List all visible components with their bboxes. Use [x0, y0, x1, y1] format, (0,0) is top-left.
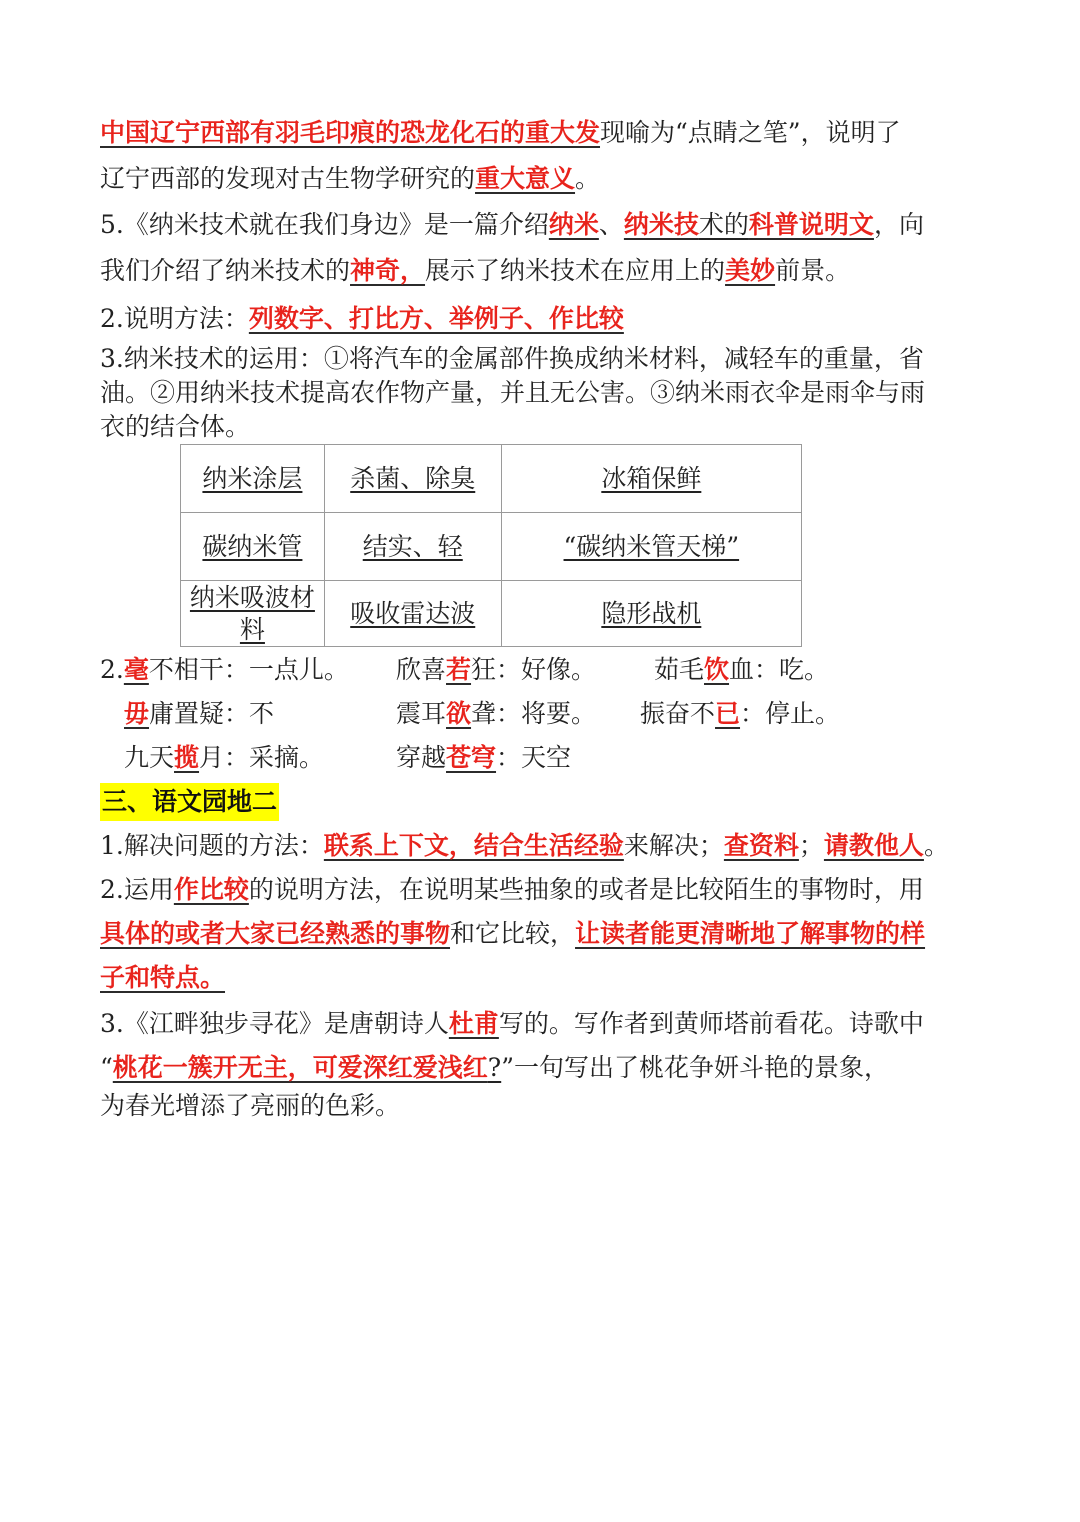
table-cell [501, 445, 801, 513]
table-cell [181, 513, 325, 581]
cell-text: 冰箱保鲜 [601, 463, 702, 493]
highlight-wonderful: 美妙 [725, 256, 776, 285]
idiom-item [124, 741, 324, 775]
highlight-char: 若 [446, 655, 472, 684]
table-row [181, 581, 802, 647]
garden-line-1 [100, 829, 949, 863]
cell-text: 结实、轻 [362, 531, 463, 561]
section-heading: 三、语文园地二 [100, 783, 279, 821]
text: ? [487, 1053, 502, 1082]
garden-line-7: 为春光增添了亮丽的色彩。 [100, 1091, 401, 1120]
text: 不相干：一点儿。 [148, 655, 349, 684]
idiom-item [100, 653, 349, 687]
cell-text: “碳纳米管天梯” [563, 531, 740, 561]
text: 的说明方法，在说明某些抽象的或者是比较陌生的事物时，用 [248, 875, 924, 904]
text: 2. [100, 655, 124, 684]
highlight-char: 毋 [124, 699, 150, 728]
paragraph-line-6: 3.纳米技术的运用：①将汽车的金属部件换成纳米材料，减轻车的重量，省 [100, 344, 924, 373]
text: ：天空 [496, 743, 572, 772]
text: “ [100, 1053, 113, 1082]
highlight-nano: 纳米 [548, 210, 599, 239]
text: 我们介绍了纳米技术的 [100, 256, 351, 285]
highlight-dinosaur-fossil: 中国辽宁西部有羽毛印痕的恐龙化石的重大发 [100, 118, 601, 147]
text: 庸置疑：不 [149, 699, 275, 728]
table-cell [181, 445, 325, 513]
text: ； [798, 831, 824, 860]
highlight-research: 查资料 [723, 831, 799, 860]
text: 震耳 [396, 699, 447, 728]
text: 振奋不 [640, 699, 716, 728]
text: 2.说明方法： [100, 304, 249, 333]
idiom-item [124, 697, 274, 731]
text: 九天 [124, 743, 175, 772]
highlight-context: 联系上下文，结合生活经验 [323, 831, 624, 860]
cell-text: 纳米吸波材料 [189, 582, 315, 644]
highlight-dufu: 杜甫 [448, 1009, 499, 1038]
text: 欣喜 [396, 655, 447, 684]
idiom-item [396, 741, 571, 775]
idiom-item [396, 697, 596, 731]
table-cell [324, 513, 501, 581]
text: 3.《江畔独步寻花》是唐朝诗人 [100, 1009, 449, 1038]
text: 血：吃。 [729, 655, 830, 684]
highlight-poem-line: 桃花一簇开无主，可爱深红爱浅红 [112, 1053, 488, 1082]
text: ，向 [873, 210, 924, 239]
table-cell [324, 445, 501, 513]
paragraph-line-5 [100, 302, 624, 336]
garden-line-6 [100, 1051, 889, 1085]
table-cell [181, 581, 325, 647]
table-cell [501, 513, 801, 581]
text: 来解决； [623, 831, 724, 860]
text: 前景。 [775, 256, 851, 285]
highlight-popular-science: 科普说明文 [748, 210, 874, 239]
table-cell [324, 581, 501, 647]
text: 。 [923, 831, 949, 860]
highlight-char: 揽 [174, 743, 200, 772]
paragraph-line-7: 油。②用纳米技术提高农作物产量，并且无公害。③纳米雨衣伞是雨伞与雨 [100, 378, 926, 407]
highlight-char: 苍穹 [446, 743, 497, 772]
highlight-methods: 列数字、打比方、举例子、作比较 [248, 304, 624, 333]
text: 现喻为“点睛之笔”，说明了 [600, 118, 901, 147]
garden-line-2 [100, 873, 924, 907]
highlight-char: 饮 [704, 655, 730, 684]
table-cell [501, 581, 801, 647]
highlight-nanotech: 纳米技 [623, 210, 699, 239]
text: 狂：好像。 [471, 655, 597, 684]
text: 、 [598, 210, 624, 239]
idiom-item [654, 653, 829, 687]
text: 5.《纳米技术就在我们身边》是一篇介绍 [100, 210, 549, 239]
highlight-comparison: 作比较 [173, 875, 249, 904]
highlight-familiar: 具体的或者大家已经熟悉的事物 [100, 919, 451, 948]
highlight-clearer: 让读者能更清晰地了解事物的样 [575, 919, 926, 948]
text: 。 [575, 164, 601, 193]
text: 辽宁西部的发现对古生物学研究的 [100, 164, 476, 193]
table-row [181, 445, 802, 513]
highlight-char: 毫 [123, 655, 149, 684]
text: 月：采摘。 [199, 743, 325, 772]
nano-applications-table [180, 444, 802, 647]
text: 茹毛 [654, 655, 705, 684]
garden-line-4 [100, 961, 225, 995]
idiom-item [396, 653, 596, 687]
cell-text: 纳米涂层 [202, 463, 303, 493]
text: 1.解决问题的方法： [100, 831, 324, 860]
text: 和它比较， [450, 919, 576, 948]
highlight-char: 已 [715, 699, 741, 728]
paragraph-line-8: 衣的结合体。 [100, 412, 251, 441]
paragraph-line-1 [100, 116, 901, 150]
garden-line-5 [100, 1007, 924, 1041]
idiom-item [640, 697, 840, 731]
text: ”一句写出了桃花争妍斗艳的景象， [501, 1053, 889, 1082]
cell-text: 吸收雷达波 [350, 598, 476, 628]
cell-text: 隐形战机 [601, 598, 702, 628]
text: 2.运用 [100, 875, 174, 904]
highlight-features: 子和特点。 [100, 963, 226, 992]
text: ：停止。 [740, 699, 841, 728]
highlight-ask-others: 请教他人 [823, 831, 924, 860]
text: 写的。写作者到黄师塔前看花。诗歌中 [498, 1009, 924, 1038]
paragraph-line-4 [100, 254, 850, 288]
text: 聋：将要。 [471, 699, 597, 728]
text: 展示了纳米技术在应用上的 [425, 256, 726, 285]
highlight-char: 欲 [446, 699, 472, 728]
garden-line-3 [100, 917, 925, 951]
highlight-significance: 重大意义 [475, 164, 576, 193]
paragraph-line-2 [100, 162, 600, 196]
highlight-magic: 神奇， [350, 256, 426, 285]
table-row [181, 513, 802, 581]
cell-text: 杀菌、除臭 [350, 463, 476, 493]
cell-text: 碳纳米管 [202, 531, 303, 561]
paragraph-line-3 [100, 208, 924, 242]
text: 穿越 [396, 743, 447, 772]
text: 术的 [698, 210, 749, 239]
